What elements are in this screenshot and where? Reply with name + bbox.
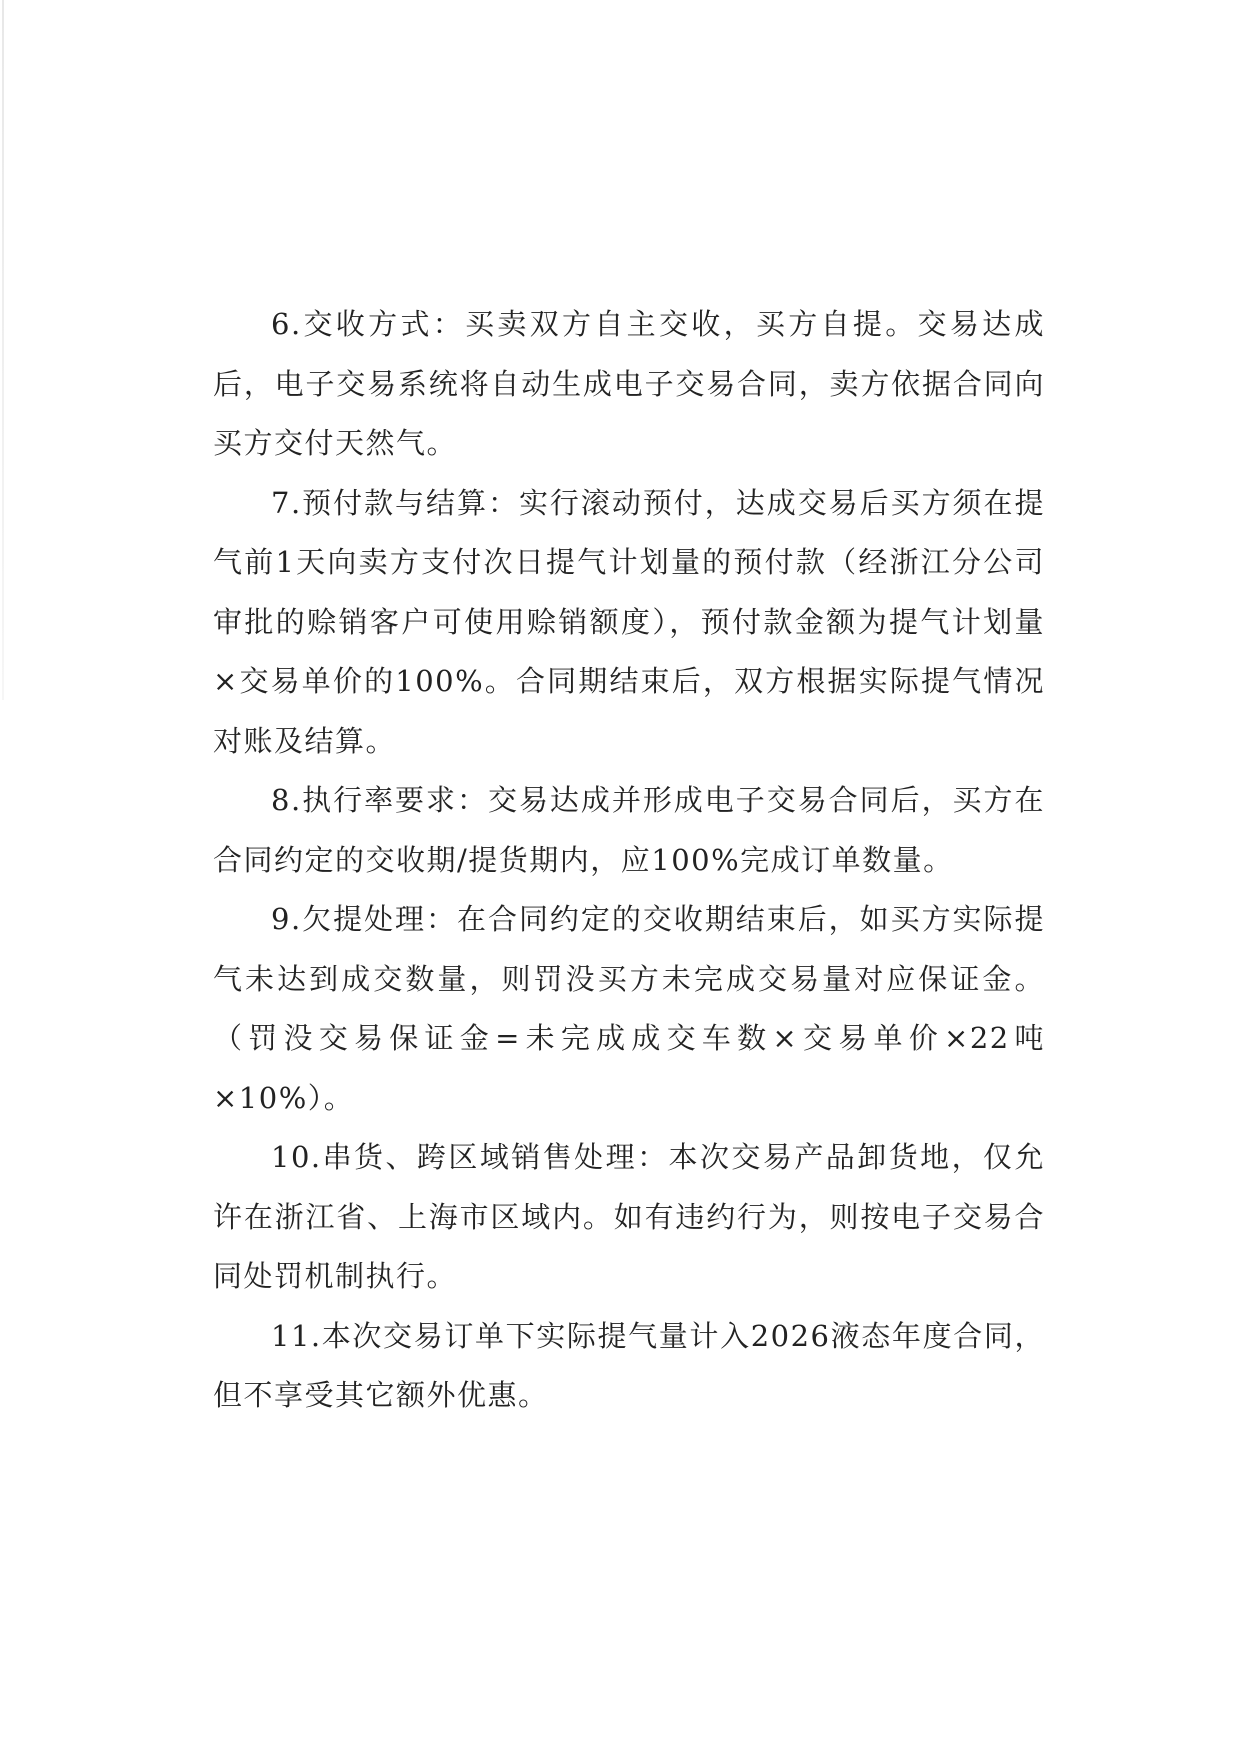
scan-edge-shadow	[2, 0, 4, 700]
paragraph-delivery-method: 6.交收方式：买卖双方自主交收，买方自提。交易达成后，电子交易系统将自动生成电子交易合同，卖方依据合同向买方交付天然气。	[213, 307, 1045, 460]
document-body	[213, 295, 1045, 1426]
paragraph-prepayment-settlement: 7.预付款与结算：实行滚动预付，达成交易后买方须在提气前1天向卖方支付次日提气计划量的预付款（经浙江分公司审批的赊销客户可使用赊销额度），预付款金额为提气计划量×交易单价的100%。合同期结束后，双方根据实际提气情况对账及结算。	[213, 485, 1045, 758]
paragraph-execution-rate: 8.执行率要求：交易达成并形成电子交易合同后，买方在合同约定的交收期/提货期内，应100%完成订单数量。	[213, 783, 1045, 877]
paragraph-annual-contract: 11.本次交易订单下实际提气量计入2026液态年度合同，但不享受其它额外优惠。	[213, 1318, 1045, 1412]
paragraph-cross-region-sales: 10.串货、跨区域销售处理：本次交易产品卸货地，仅允许在浙江省、上海市区域内。如有违约行为，则按电子交易合同处罚机制执行。	[213, 1140, 1045, 1293]
paragraph-shortfall-handling: 9.欠提处理：在合同约定的交收期结束后，如买方实际提气未达到成交数量，则罚没买方未完成交易量对应保证金。（罚没交易保证金=未完成成交车数×交易单价×22吨×10%）。	[213, 902, 1045, 1115]
